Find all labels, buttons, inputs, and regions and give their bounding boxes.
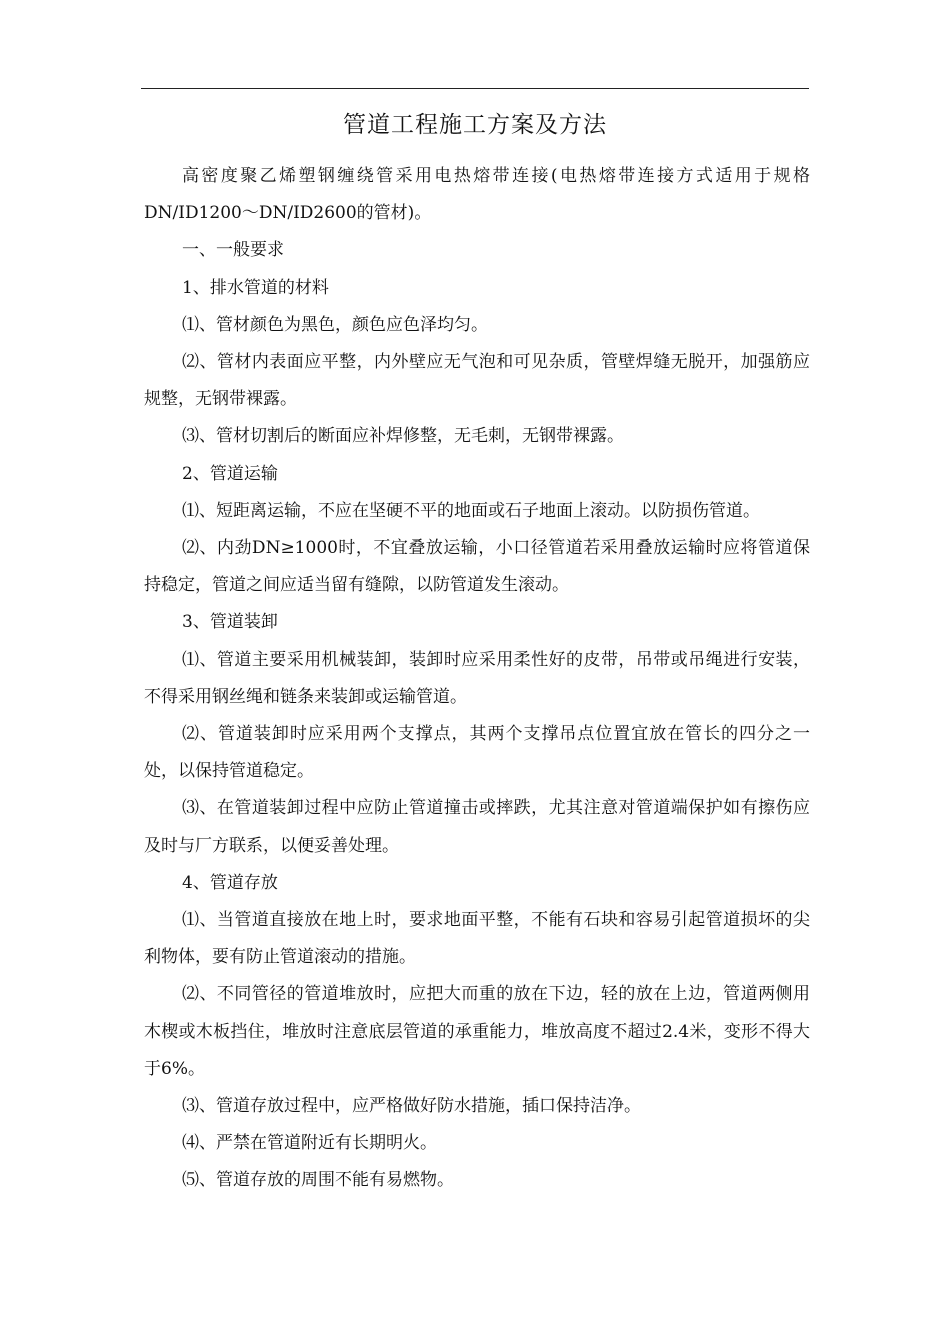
list-item: ⑴、管道主要采用机械装卸，装卸时应采用柔性好的皮带，吊带或吊绳进行安装，不得采用钢丝绳和链条来装卸或运输管道。 [144,649,810,707]
list-item: ⑵、内劲DN≥1000时，不宜叠放运输，小口径管道若采用叠放运输时应将管道保持稳定，管道之间应适当留有缝隙，以防管道发生滚动。 [144,538,810,596]
document-body [144,158,810,1200]
list-item: ⑸、管道存放的周围不能有易燃物。 [182,1170,454,1191]
paragraph-intro: 高密度聚乙烯塑钢缠绕管采用电热熔带连接(电热熔带连接方式适用于规格DN/ID1200～DN/ID2600的管材)。 [144,166,810,224]
subsection-heading-storage: 4、管道存放 [182,872,278,893]
section-heading-general: 一、一般要求 [182,240,284,261]
list-item: ⑴、当管道直接放在地上时，要求地面平整，不能有石块和容易引起管道损坏的尖利物体，要有防止管道滚动的措施。 [144,910,810,968]
list-item: ⑶、在管道装卸过程中应防止管道撞击或摔跌，尤其注意对管道端保护如有擦伤应及时与厂方联系，以便妥善处理。 [144,798,810,856]
document-title: 管道工程施工方案及方法 [343,112,607,138]
subsection-heading-transport: 2、管道运输 [182,463,278,484]
list-item: ⑶、管材切割后的断面应补焊修整，无毛刺，无钢带裸露。 [182,426,624,447]
subsection-heading-materials: 1、排水管道的材料 [182,277,329,298]
list-item: ⑴、管材颜色为黑色，颜色应色泽均匀。 [182,314,488,335]
subsection-heading-handling: 3、管道装卸 [182,612,278,633]
list-item: ⑷、严禁在管道附近有长期明火。 [182,1133,437,1154]
header-rule [141,88,809,89]
list-item: ⑵、管材内表面应平整，内外壁应无气泡和可见杂质，管壁焊缝无脱开，加强筋应规整，无钢带裸露。 [144,352,810,410]
list-item: ⑵、管道装卸时应采用两个支撑点，其两个支撑吊点位置宜放在管长的四分之一处，以保持管道稳定。 [144,724,810,782]
list-item: ⑶、管道存放过程中，应严格做好防水措施，插口保持洁净。 [182,1096,641,1117]
list-item: ⑴、短距离运输，不应在坚硬不平的地面或石子地面上滚动。以防损伤管道。 [182,500,760,521]
list-item: ⑵、不同管径的管道堆放时，应把大而重的放在下边，轻的放在上边，管道两侧用木楔或木板挡住，堆放时注意底层管道的承重能力，堆放高度不超过2.4米，变形不得大于6%。 [144,984,810,1079]
